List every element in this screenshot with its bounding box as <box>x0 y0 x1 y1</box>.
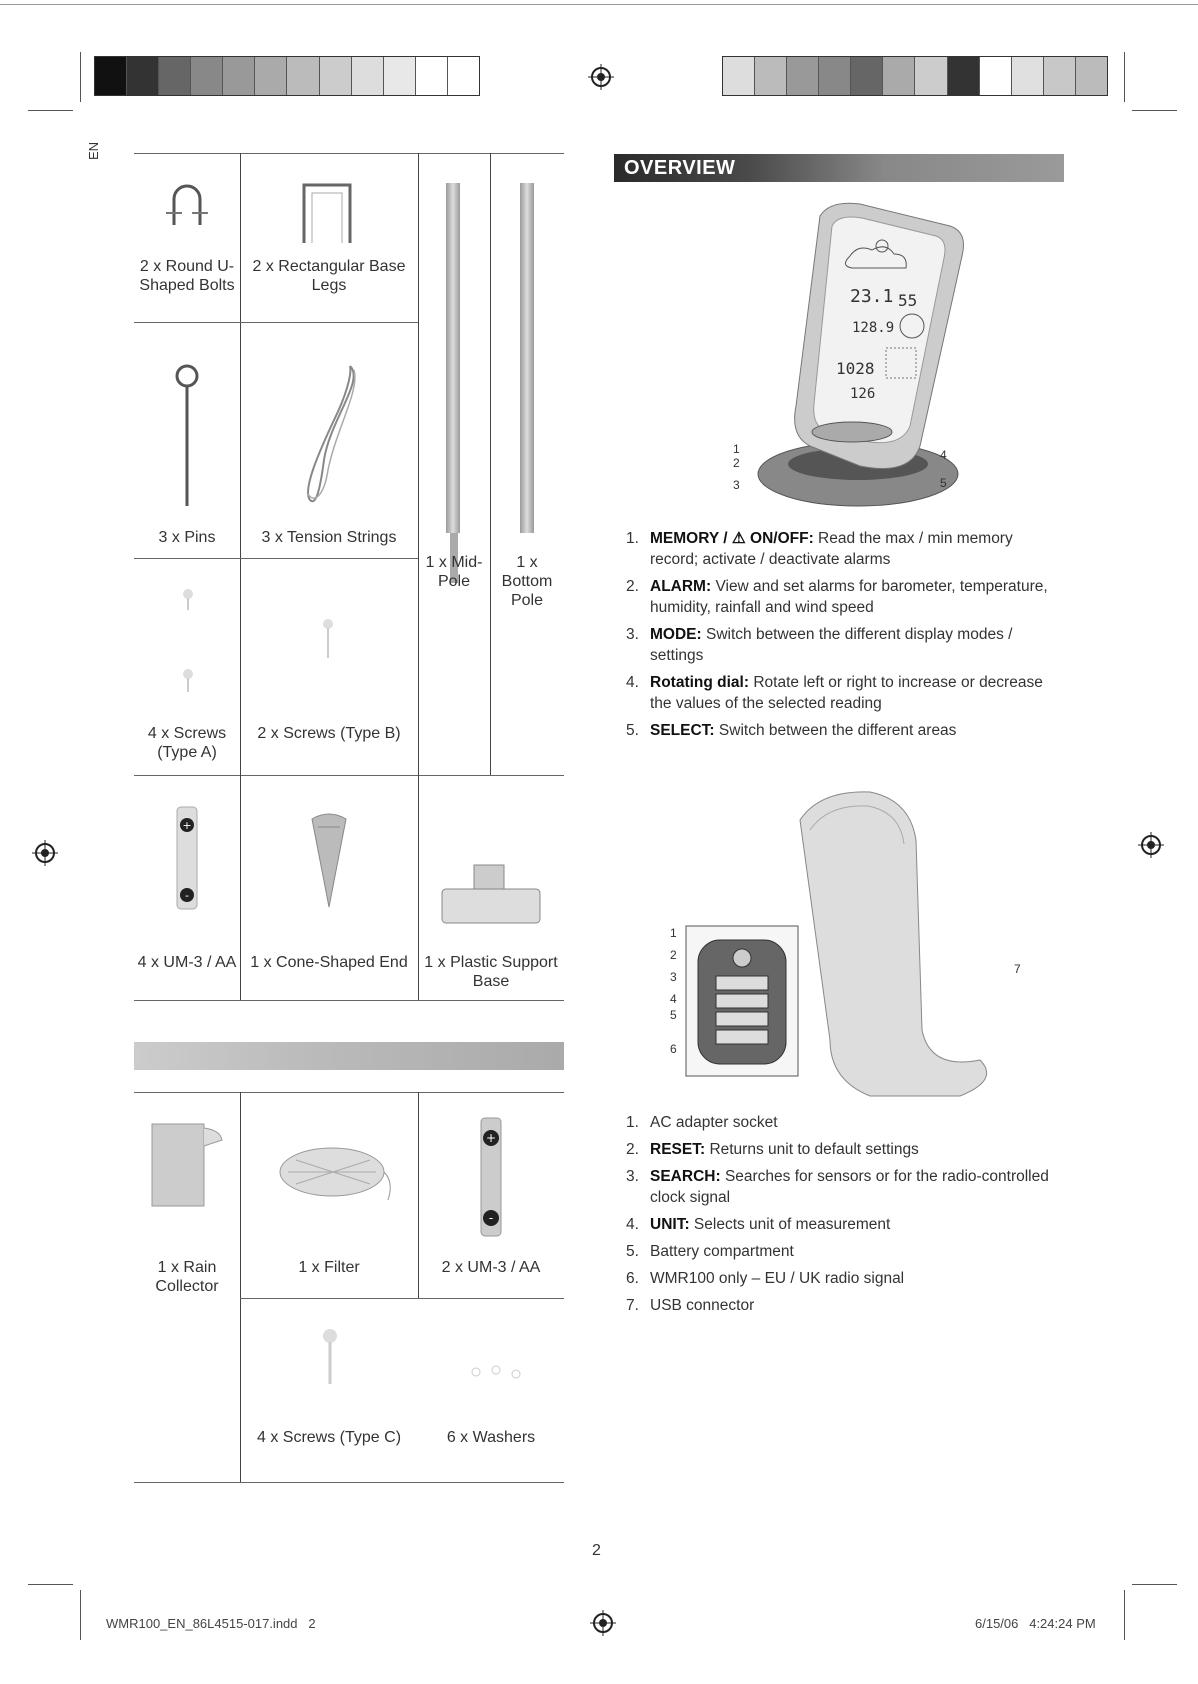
callout-2: 2 <box>670 948 677 962</box>
section-bar <box>134 1042 564 1070</box>
svg-text:-: - <box>488 1211 494 1225</box>
crop-mark <box>1132 110 1177 111</box>
registration-mark-icon <box>1138 832 1164 858</box>
part-cone-end <box>240 775 418 1000</box>
weather-station-back-illustration <box>680 780 1020 1100</box>
crop-mark <box>80 52 81 102</box>
pin-icon <box>172 362 202 512</box>
list-item: 4. Rotating dial: Rotate left or right to increase or decrease the values of the selected reading <box>626 674 1043 712</box>
tension-string-icon <box>290 360 370 510</box>
crop-mark <box>28 110 73 111</box>
screw-icon <box>320 1328 340 1398</box>
part-rain-collector <box>134 1092 240 1298</box>
footer-file: WMR100_EN_86L4515-017.indd 2 <box>106 1616 316 1631</box>
crop-mark <box>28 1584 73 1585</box>
lcd-wind: 126 <box>850 386 876 402</box>
part-batteries-4 <box>134 775 240 1000</box>
list-item: 5. Battery compartment <box>626 1243 794 1260</box>
part-label: 2 x Round U-Shaped Bolts <box>139 258 235 294</box>
part-mid-pole <box>418 153 490 775</box>
back-controls-list <box>626 1112 1056 1322</box>
language-tab: EN <box>86 141 101 160</box>
footer-timestamp: 6/15/06 4:24:24 PM <box>975 1616 1096 1631</box>
callout-6: 6 <box>670 1042 677 1056</box>
grid-line <box>134 1000 564 1001</box>
crop-mark <box>1132 1584 1177 1585</box>
part-label: 1 x Mid-Pole <box>425 554 483 590</box>
part-label: 2 x UM-3 / AA <box>441 1259 541 1276</box>
lcd-humidity: 55 <box>898 291 918 310</box>
list-item: 1. AC adapter socket <box>626 1114 778 1131</box>
callout-4: 4 <box>670 992 677 1006</box>
part-label: 1 x Plastic Support Base <box>424 954 558 990</box>
part-label: 1 x Filter <box>298 1259 360 1276</box>
callout-1: 1 <box>670 926 677 940</box>
callout-3: 3 <box>733 478 740 492</box>
battery-icon <box>174 803 200 913</box>
filter-icon <box>274 1142 394 1212</box>
washer-icon <box>466 1362 526 1382</box>
part-filter <box>240 1092 418 1298</box>
list-item: 6. WMR100 only – EU / UK radio signal <box>626 1270 905 1287</box>
list-item: 3. SEARCH: Searches for sensors or for the radio-controlled clock signal <box>626 1168 1049 1206</box>
support-base-icon <box>436 861 546 931</box>
u-bolt-icon <box>152 177 222 233</box>
front-controls-list <box>626 528 1056 747</box>
list-item: 2. RESET: Returns unit to default settings <box>626 1141 919 1158</box>
list-item: 2. ALARM: View and set alarms for barometer, temperature, humidity, rainfall and wind speed <box>626 578 1048 616</box>
part-label: 3 x Pins <box>158 529 216 546</box>
pole-icon <box>520 183 534 533</box>
weather-station-front-illustration <box>740 196 970 516</box>
callout-5: 5 <box>670 1008 677 1022</box>
list-item: 1. MEMORY / ⚠ ON/OFF: Read the max / min memory record; activate / deactivate alarms <box>626 530 1013 568</box>
part-screws-a <box>134 558 240 775</box>
part-screws-c <box>240 1298 418 1482</box>
part-u-bolts <box>134 153 240 322</box>
color-bar-right <box>722 56 1108 96</box>
registration-mark-icon <box>590 1610 616 1636</box>
screw-icon <box>320 618 336 678</box>
grid-line <box>134 1482 564 1483</box>
part-label: 1 x Cone-Shaped End <box>250 954 408 971</box>
callout-4: 4 <box>940 448 947 462</box>
crop-mark <box>1124 52 1125 102</box>
color-bar-left <box>94 56 480 96</box>
part-base-legs <box>240 153 418 322</box>
part-label: 1 x Rain Collector <box>155 1259 219 1295</box>
part-label: 4 x Screws (Type A) <box>147 725 227 761</box>
overview-title: OVERVIEW <box>624 157 736 179</box>
part-screws-b <box>240 558 418 775</box>
screw-icon <box>180 588 196 708</box>
lcd-rainfall: 128.9 <box>852 320 895 336</box>
part-label: 4 x UM-3 / AA <box>137 954 237 971</box>
callout-3: 3 <box>670 970 677 984</box>
list-item: 4. UNIT: Selects unit of measurement <box>626 1216 891 1233</box>
part-label: 3 x Tension Strings <box>261 529 397 546</box>
section-header <box>614 154 1064 182</box>
rain-collector-icon <box>146 1116 226 1216</box>
cone-icon <box>308 811 350 911</box>
page-number: 2 <box>592 1542 601 1559</box>
part-label: 4 x Screws (Type C) <box>256 1429 402 1446</box>
part-label: 2 x Screws (Type B) <box>257 725 401 742</box>
svg-text:+: + <box>485 1131 497 1145</box>
callout-2: 2 <box>733 456 740 470</box>
part-bottom-pole <box>490 153 564 775</box>
callout-1: 1 <box>733 442 740 456</box>
part-batteries-2 <box>418 1092 564 1298</box>
crop-mark <box>0 4 1198 5</box>
crop-mark <box>80 1590 81 1640</box>
base-leg-icon <box>292 177 362 247</box>
list-item: 5. SELECT: Switch between the different areas <box>626 722 957 739</box>
lcd-temperature: 23.1 <box>850 286 894 307</box>
crop-mark <box>1124 1590 1125 1640</box>
part-label: 6 x Washers <box>446 1429 536 1446</box>
registration-mark-icon <box>588 64 614 90</box>
list-item: 7. USB connector <box>626 1297 755 1314</box>
svg-text:+: + <box>182 819 192 832</box>
part-tension-strings <box>240 322 418 558</box>
part-label: 2 x Rectangular Base Legs <box>252 258 406 294</box>
registration-mark-icon <box>32 840 58 866</box>
battery-icon <box>478 1114 504 1240</box>
part-label: 1 x Bottom Pole <box>501 554 553 609</box>
part-pins <box>134 322 240 558</box>
lcd-barometer: 1028 <box>836 359 875 378</box>
part-washers <box>418 1298 564 1482</box>
list-item: 3. MODE: Switch between the different display modes / settings <box>626 626 1013 664</box>
callout-5: 5 <box>940 476 947 490</box>
pole-icon <box>446 183 460 533</box>
callout-7: 7 <box>1014 962 1021 976</box>
part-support-base <box>418 775 564 1000</box>
svg-text:-: - <box>185 889 189 902</box>
